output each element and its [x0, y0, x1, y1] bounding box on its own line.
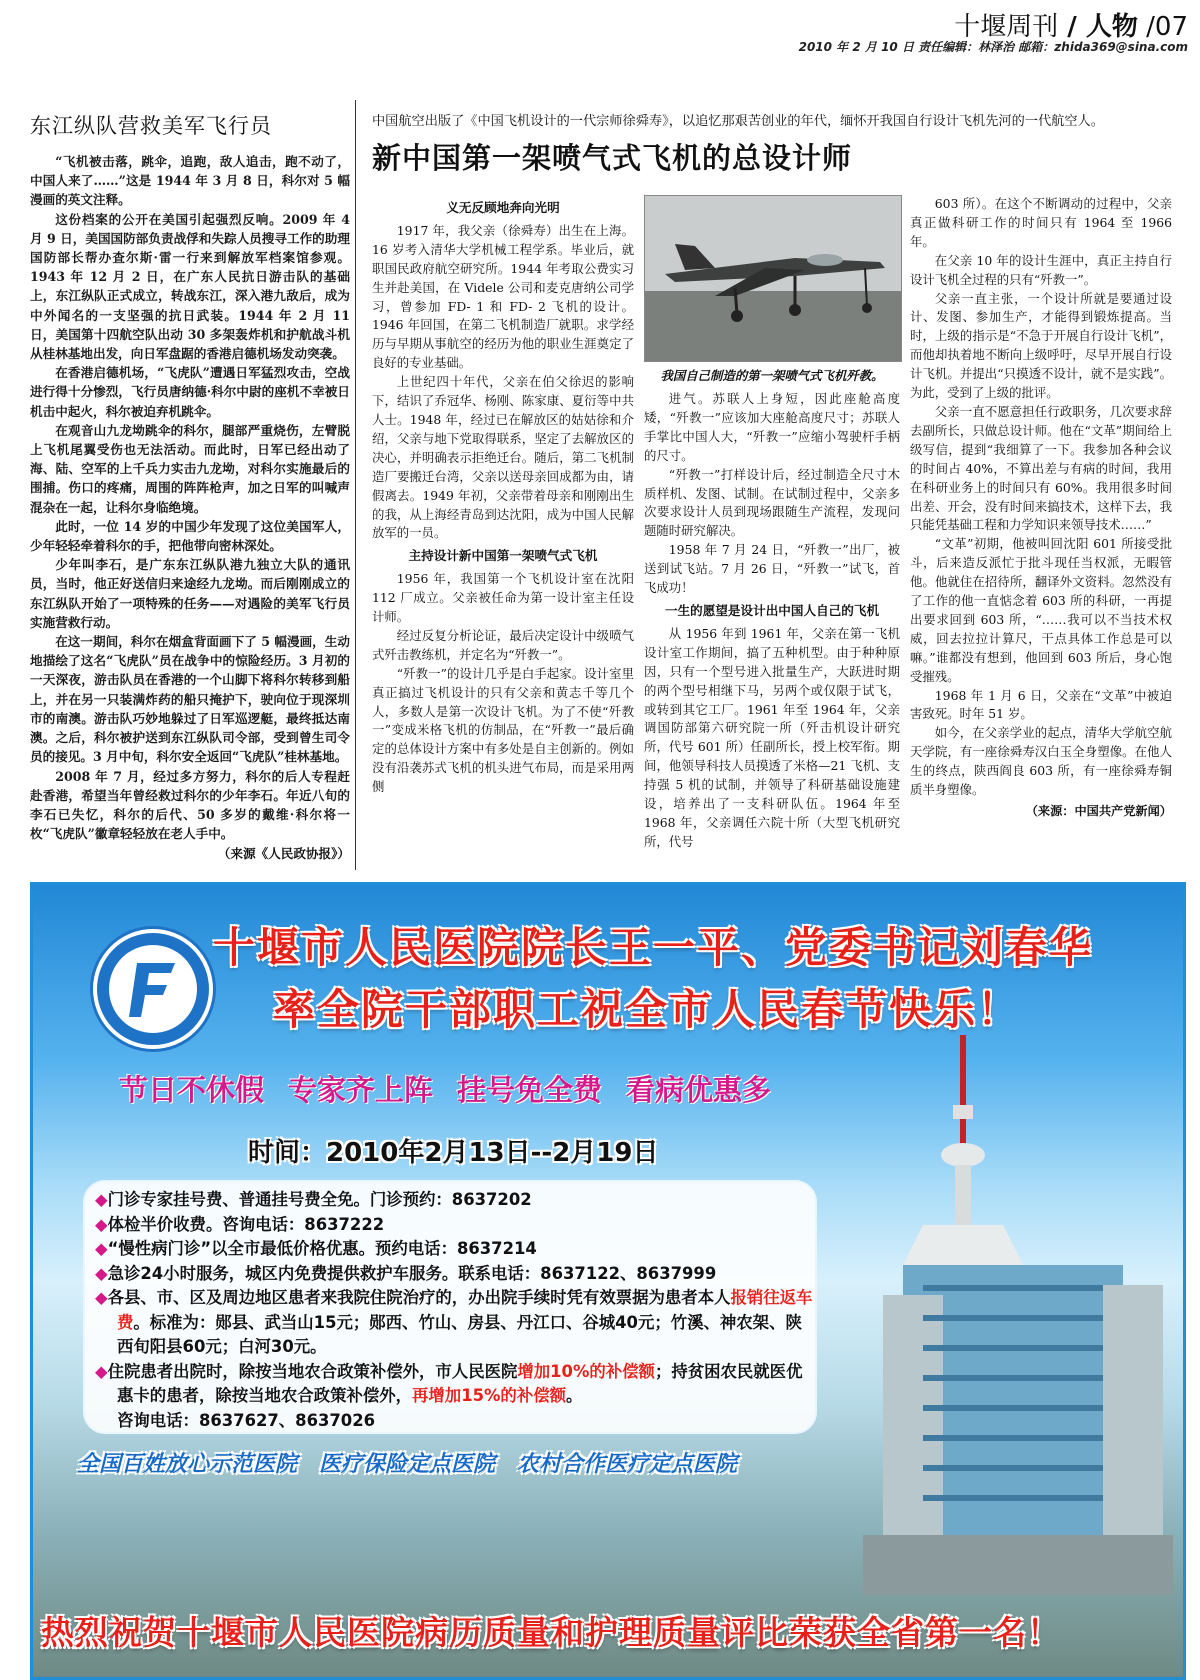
highlight-text: 报销往返车费 [117, 1288, 813, 1332]
ad-badge: 全国百姓放心示范医院 [77, 1452, 298, 1477]
section-heading: 义无反顾地奔向光明 [446, 200, 560, 215]
article-paragraph: 1956 年，我国第一个飞机设计室在沈阳 112 厂成立。父亲被任命为第一设计室主任设计师。 [372, 571, 634, 625]
article-paragraph: “歼教一”的设计几乎是白手起家。设计室里真正搞过飞机设计的只有父亲和黄志千等几个人，多数人是第一次设计飞机。为了不使“歼教一”变成米格飞机的仿制品，在“歼教一”最后确定的总体设计方案中有多处是自主创新的。例如没有沿袭苏式飞机的机头进气布局，而是采用两侧 [372, 665, 634, 795]
left-paragraph: 在这一期间，科尔在烟盒背面画下了 5 幅漫画，生动地描绘了这名“飞虎队”员在战争中的惊险经历。3 月初的一天深夜，游击队员在香港的一个山脚下将科尔转移到船上，并在另一只装满炸药的船只掩护下，驶向位于现深圳市的南澳。游击队巧妙地躲过了日军巡逻艇，最终抵达南澳。之后，科尔被护送到东江纵队司令部，受到曾生司令员的接见。3 月中旬，科尔安全返回“飞虎队”桂林基地。 [30, 634, 350, 765]
article-paragraph: 1968 年 1 月 6 日，父亲在“文革”中被迫害致死。时年 51 岁。 [910, 687, 1172, 722]
hospital-advertisement [30, 882, 1186, 1680]
issue-date-editor: 2010 年 2 月 10 日 责任编辑：林泽治 邮箱：zhida369@sina.com [798, 40, 1188, 54]
article-paragraph: 父亲一直不愿意担任行政职务，几次要求辞去副所长，只做总设计师。他在“文革”期间给上级写信，提到“我细算了一下。我参加各种会议的时间占 40%，不算出差与有病的时间，我用在科研业务上的时间只有 60%。我用很多时间出差、开会，没有时间来搞技术，这样下去，我只能凭基础工程和力学知识来领导技术……” [910, 403, 1172, 533]
ad-slogan: 节日不休假 [119, 1073, 265, 1107]
article-paragraph: 上世纪四十年代，父亲在伯父徐迟的影响下，结识了乔冠华、杨刚、陈家康、夏衍等中共人士。1948 年，经过已在解放区的姑姑徐和介绍，父亲与地下党取得联系，坚定了去解放区的决心，并明确表示拒绝迁台。随后，第二飞机制造厂要搬迁台湾，父亲以送母亲回成都为由，请假离去。1949 年初，父亲带着母亲和刚刚出生的我，从上海经青岛到达沈阳，成为中国人民解放军的一员。 [372, 374, 634, 541]
highlight-text: 再增加15%的补偿额 [412, 1386, 566, 1405]
diamond-bullet-icon: ◆ [95, 1263, 108, 1283]
ad-slogan: 挂号免全费 [457, 1073, 603, 1107]
ad-badge: 医疗保险定点医院 [319, 1452, 496, 1477]
article-column-1 [372, 195, 634, 797]
left-paragraph: 在观音山九龙坳跳伞的科尔，腿部严重烧伤，左臂脱上飞机尾翼受伤也无法活动。而此时，日军已经出动了海、陆、空军的上千兵力实击九龙坳，对科尔实施最后的围捕。伤口的疼痛，周围的阵阵枪声，加之日军的叫喊声混杂在一起，让科尔身临绝境。 [30, 422, 350, 515]
article-source: （来源：中国共产党新闻） [1025, 804, 1172, 818]
article-paragraph: 父亲一直主张，一个设计所就是要通过设计、发图、参加生产，才能得到锻炼提高。当时，上级的指示是“不急于开展自行设计飞机”，而他却执着地不断向上级呼吁，尽早开展自行设计飞机。并提出“只摸透不设计，就不是实践”。为此，受到了上级的批评。 [910, 290, 1172, 401]
left-article [30, 110, 350, 862]
column-divider [355, 100, 356, 870]
diamond-bullet-icon: ◆ [95, 1361, 108, 1381]
ad-service-list [95, 1188, 815, 1433]
ad-service-item: ◆住院患者出院时，除按当地农合政策补偿外，市人民医院增加10%的补偿额；持贫困农民就医优惠卡的患者，除按当地农合政策补偿外，再增加15%的补偿额。 [95, 1361, 803, 1405]
article-paragraph: 603 所）。在这个不断调动的过程中，父亲真正做科研工作的时间只有 1964 至 1966 年。 [910, 196, 1172, 249]
jet-aircraft-icon [645, 196, 901, 361]
left-paragraph: 这份档案的公开在美国引起强烈反响。2009 年 4 月 9 日，美国国防部负责战俘和失踪人员搜寻工作的助理国防部长帮办查尔斯·雷一行来到解放军档案馆参观。1943 年 12 月 2 日，在广东人民抗日游击队的基础上，东江纵队正式成立，转战东江，深入港九敌后，成为中外闻名的一支坚强的抗日武装。1944 年 2 月 11 日，美国第十四航空队出动 30 多架轰炸机和护航战斗机从桂林基地出发，向日军盘踞的香港启德机场发动突袭。 [30, 211, 350, 362]
article-paragraph: 经过反复分析论证，最后决定设计中级喷气式歼击教练机，并定名为“歼教一”。 [372, 627, 634, 662]
left-paragraph: 此时，一位 14 岁的中国少年发现了这位美国军人，少年轻轻牵着科尔的手，把他带向密林深处。 [30, 518, 350, 554]
publication-title: 十堰周刊 / 人物 /07 [954, 12, 1188, 42]
diamond-bullet-icon: ◆ [95, 1190, 108, 1209]
jet-aircraft-photo [644, 195, 902, 362]
article-paragraph: “歼教一”打样设计后，经过制造全尺寸木质样机、发图、试制。在试制过程中，父亲多次要求设计人员到现场跟随生产流程，发现问题随时研究解决。 [644, 466, 900, 539]
hospital-building-illustration [863, 1035, 1173, 1595]
article-column-3 [910, 195, 1172, 821]
diamond-bullet-icon: ◆ [95, 1288, 108, 1307]
article-paragraph: 如今，在父亲学业的起点，清华大学航空航天学院，有一座徐舜寿汉白玉全身塑像。在他人生的终点，陕西阎良 603 所，有一座徐舜寿铜质半身塑像。 [910, 725, 1172, 798]
ad-service-item: ◆“慢性病门诊”以全市最低价格优惠。预约电话：8637214 [95, 1239, 537, 1258]
article-paragraph: 1958 年 7 月 24 日，“歼教一”出厂，被送到试飞站。7 月 26 日，“歼教一”试飞，首飞成功！ [644, 542, 900, 596]
left-paragraph: 在香港启德机场，“飞虎队”遭遇日军猛烈攻击，空战进行得十分惨烈，飞行员唐纳德·科尔中尉的座机不幸被日机击中起火，科尔被迫弃机跳伞。 [30, 365, 350, 419]
ad-time-range: 时间：2010年2月13日--2月19日 [248, 1138, 659, 1168]
hospital-logo-icon [97, 933, 209, 1045]
ad-greeting-line-1: 十堰市人民医院院长王一平、党委书记刘春华 [213, 923, 1094, 972]
article-paragraph: 进气。苏联人上身短，因此座舱高度矮，“歼教一”应该加大座舱高度尺寸；苏联人手掌比中国人大，“歼教一”应缩小驾驶杆手柄的尺寸。 [644, 391, 900, 463]
ad-badge: 农村合作医疗定点医院 [517, 1452, 738, 1477]
ad-slogan: 专家齐上阵 [288, 1073, 434, 1107]
left-article-source: （来源《人民政协报》） [217, 846, 350, 862]
article-column-2 [644, 390, 900, 852]
article-paragraph: 在父亲 10 年的设计生涯中，真正主持自行设计飞机全过程的只有“歼教一”。 [910, 252, 1172, 287]
left-paragraph: “飞机被击落，跳伞，追跑，敌人追击，跑不动了，中国人来了……”这是 1944 年 3 月 8 日，科尔对 5 幅漫画的英文注释。 [30, 154, 350, 208]
diamond-bullet-icon: ◆ [95, 1239, 108, 1258]
highlight-text: 增加10%的补偿额 [517, 1361, 655, 1381]
left-paragraph: 少年叫李石，是广东东江纵队港九独立大队的通讯员，当时，他正好送信归来途经九龙坳。而后刚刚成立的东江纵队开始了一项特殊的任务——对遇险的美军飞行员实施营救行动。 [30, 557, 350, 630]
ad-footer-congrats: 热烈祝贺十堰市人民医院病历质量和护理质量评比荣获全省第一名！ [41, 1613, 1061, 1652]
hospital-tower-icon [863, 1035, 1173, 1595]
article-paragraph: 1917 年，我父亲（徐舜寿）出生在上海。16 岁考入清华大学机械工程学系。毕业后，就职国民政府航空研究所。1944 年考取公费实习生并赴美国，在 Videle 公司和麦克唐纳公司学习，曾参加 FD- 1 和 FD- 2 飞机的设计。1946 年回国，在第二飞机制造厂就职。求学经历与早期从事航空的经历为他的职业生涯奠定了良好的专业基础。 [372, 222, 634, 371]
diamond-bullet-icon: ◆ [95, 1214, 108, 1234]
section-heading: 一生的愿望是设计出中国人自己的飞机 [664, 602, 880, 618]
left-paragraph: 2008 年 7 月，经过多方努力，科尔的后人专程赶赴香港，希望当年曾经救过科尔的少年李石。年近八旬的李石已失忆，科尔的后代、50 多岁的戴维·科尔将一枚“飞虎队”徽章轻轻放在老人手中。 [30, 768, 350, 842]
article-headline: 新中国第一架喷气式飞机的总设计师 [372, 141, 853, 175]
article-paragraph: “文革”初期，他被叫回沈阳 601 所接受批斗，后来造反派忙于批斗现任当权派，无暇管他。他就住在招待所，翻译外文资料。忽然没有了工作的他一直惦念着 603 所的科研，一再提出要求回到 603 所，“……我可以不当技术权威，回去拉拉计算尺，干点具体工作总是可以嘛。”谁都没有想到，他回到 603 所后，身心饱受摧残。 [910, 536, 1172, 684]
photo-caption: 我国自己制造的第一架喷气式飞机歼教。 [660, 368, 884, 383]
ad-slogans [119, 1068, 795, 1109]
ad-service-item: ◆体检半价收费。咨询电话：8637222 [95, 1214, 385, 1234]
hospital-logo [93, 929, 213, 1049]
ad-consult-phone: 咨询电话：8637627、8637026 [117, 1410, 376, 1430]
ad-slogan: 看病优惠多 [626, 1073, 772, 1107]
section-heading: 主持设计新中国第一架喷气式飞机 [408, 548, 598, 564]
ad-badges [77, 1447, 759, 1478]
ad-service-item: ◆各县、市、区及周边地区患者来我院住院治疗的，办出院手续时凭有效票据为患者本人报销往返车费。标准为：郧县、武当山15元；郧西、竹山、房县、丹江口、谷城40元；竹溪、神农架、陕西旬阳县60元；白河30元。 [95, 1288, 813, 1356]
ad-greeting-line-2: 率全院干部职工祝全市人民春节快乐！ [273, 985, 1022, 1034]
article-lead: 中国航空出版了《中国飞机设计的一代宗师徐舜寿》，以追忆那艰苦创业的年代，缅怀开我国自行设计飞机先河的一代航空人。 [372, 114, 1104, 129]
left-article-title: 东江纵队营救美军飞行员 [30, 114, 272, 138]
article-paragraph: 从 1956 年到 1961 年，父亲在第一飞机设计室工作期间，搞了五种机型。由于种种原因，只有一个型号进入批量生产，大跃进时期的两个型号相继下马，另两个或仅限于试飞，或转到其它工厂。1961 年至 1964 年，父亲调国防部第六研究院一所（歼击机设计研究所，代号 601 所）任副所长，授上校军衔。期间，他领导科技人员摸透了米格—21 飞机、支持强 5 机的试制，并领导了科研基础设施建设，培养出了一支科研队伍。1964 年至 1968 年，父亲调任六院十所（大型飞机研究所，代号 [644, 625, 900, 849]
masthead [0, 0, 1200, 60]
ad-service-item: ◆门诊专家挂号费、普通挂号费全免。门诊预约：8637202 [95, 1190, 532, 1209]
ad-service-item: ◆急诊24小时服务，城区内免费提供救护车服务。联系电话：8637122、8637999 [95, 1263, 717, 1283]
right-article [372, 110, 1180, 870]
